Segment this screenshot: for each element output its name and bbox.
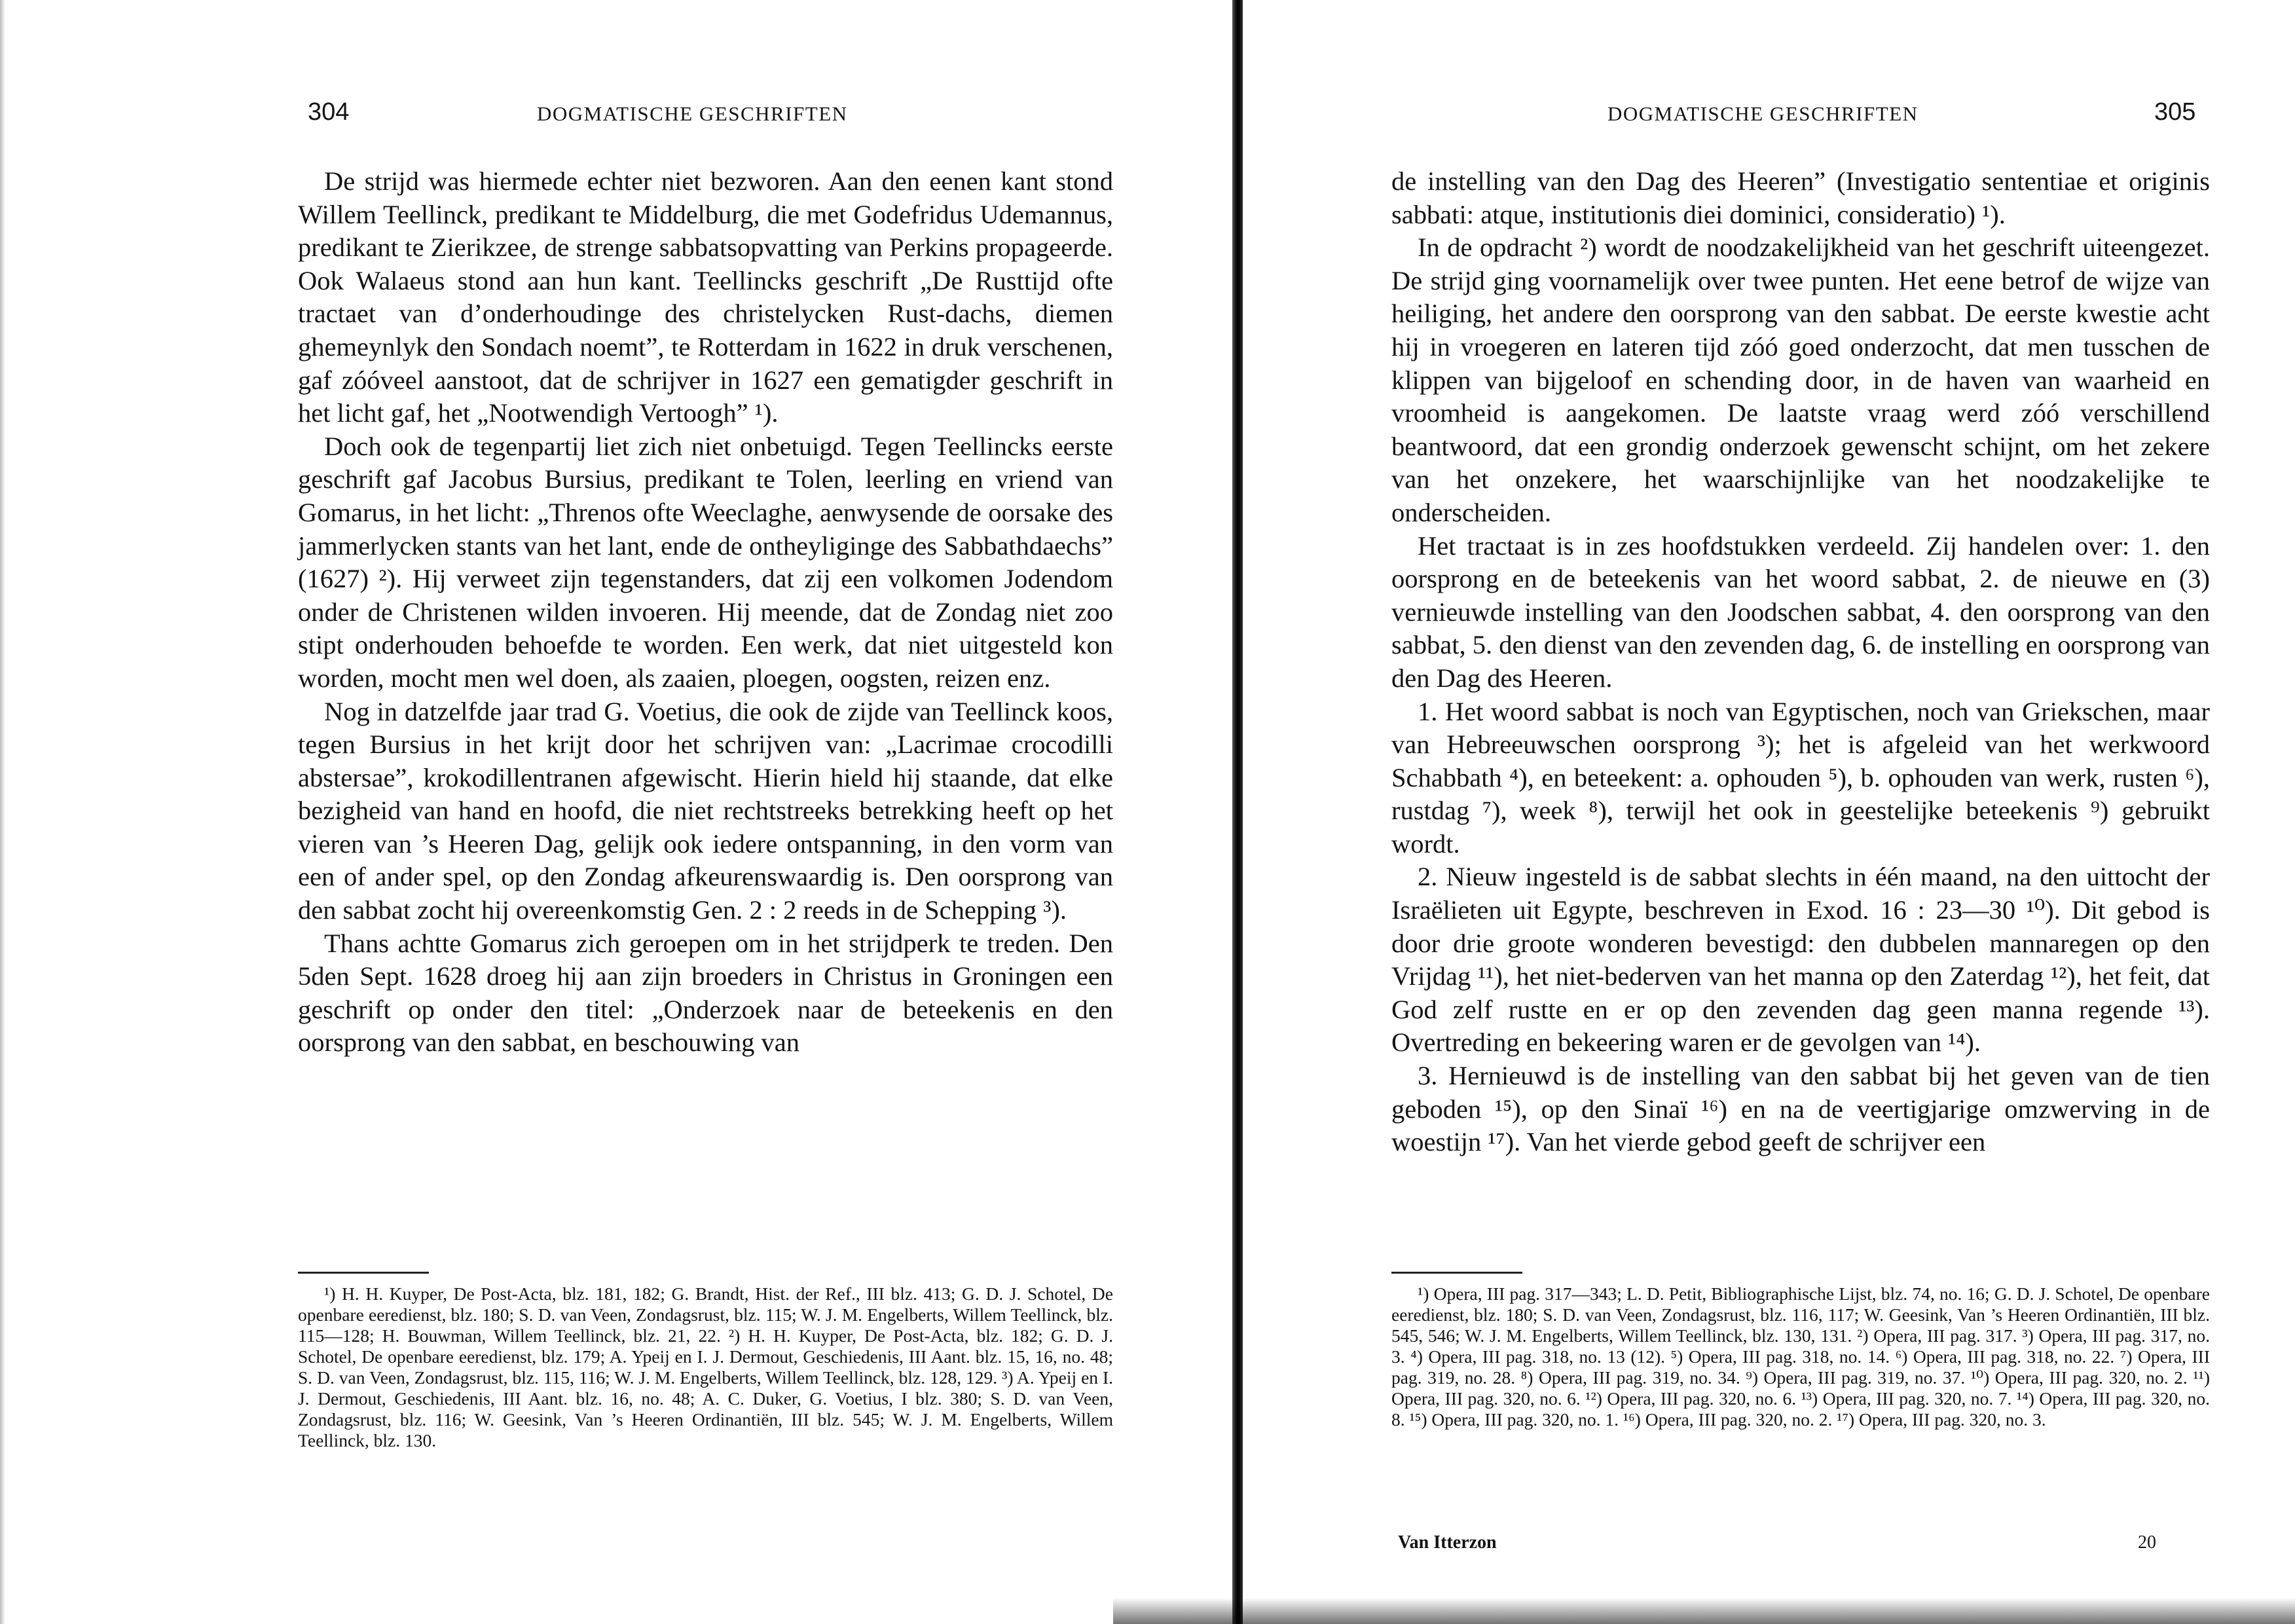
left-paragraph: Nog in datzelfde jaar trad G. Voetius, die ook de zijde van Teellinck koos, tegen Bursius in het krijt door het schrijven van: „Lacrimae crocodilli abstersae”, krokodillentranen afgewischt. Hierin hield hij staande, dat elke bezigheid van hand en hoofd, die niet rechtstreeks betrekking heeft op het vieren van ’s Heeren Dag, gelijk ook iedere ontspanning, in den vorm van een of ander spel, op den Zondag afkeurenswaardig is. Den oorsprong van den sabbat zocht hij overeenkomstig Gen. 2 : 2 reeds in de Schepping ³).	[298, 696, 1113, 925]
printer-signature: Van Itterzon	[1398, 1532, 1497, 1553]
right-paragraph: In de opdracht ²) wordt de noodzakelijkheid van het geschrift uiteengezet. De strijd ging voornamelijk over twee punten. Het eene betrof de wijze van heiliging, het andere den oorsprong van den sabbat. De eerste kwestie acht hij in vroegeren en lateren tijd zóó goed onderzocht, dat men tusschen de klippen van bijgeloof en schending door, in de haven van waarheid en vroomheid is aangekomen. De laatste vraag werd zóó verschillend beantwoord, dat een grondig onderzoek gewenscht schijnt, om het zekere van het onzekere, het waarschijnlijke van het noodzakelijke te onderscheiden.	[1391, 232, 2210, 527]
left-running-head: DOGMATISCHE GESCHRIFTEN	[537, 102, 848, 125]
scan-bottom-shadow	[1113, 1598, 2295, 1624]
right-paragraph: Het tractaat is in zes hoofdstukken verdeeld. Zij handelen over: 1. den oorsprong en de beteekenis van het woord sabbat, 2. de nieuwe en (3) vernieuwde instelling van den Joodschen sabbat, 4. den oorsprong van den sabbat, 5. den dienst van den zevenden dag, 6. de instelling en oorsprong van den Dag des Heeren.	[1391, 530, 2210, 693]
right-paragraph: de instelling van den Dag des Heeren” (Investigatio sententiae et originis sabbati: atque, institutionis diei dominici, consideratio) ¹).	[1391, 166, 2210, 229]
left-paragraph: Thans achtte Gomarus zich geroepen om in het strijdperk te treden. Den 5den Sept. 1628 droeg hij aan zijn broeders in Christus in Groningen een geschrift op onder den titel: „Onderzoek naar de beteekenis en den oorsprong van den sabbat, en beschouwing van	[298, 928, 1113, 1058]
right-paragraph: 3. Hernieuwd is de instelling van den sabbat bij het geven van de tien geboden ¹⁵), op den Sinaï ¹⁶) en na de veertigjarige omzwerving in de woestijn ¹⁷). Van het vierde gebod geeft de schrijver een	[1391, 1061, 2210, 1157]
left-body-text	[298, 165, 1113, 1060]
left-footnote-rule	[298, 1272, 429, 1274]
right-body-text	[1391, 165, 2210, 1159]
right-paragraph: 1. Het woord sabbat is noch van Egyptischen, noch van Griekschen, maar van Hebreeuwschen oorsprong ³); het is afgeleid van het werkwoord Schabbath ⁴), en beteekent: a. ophouden ⁵), b. ophouden van werk, rusten ⁶), rustdag ⁷), week ⁸), terwijl het ook in geestelijke beteekenis ⁹) gebruikt wordt.	[1391, 696, 2210, 858]
left-paragraph: Doch ook de tegenpartij liet zich niet onbetuigd. Tegen Teellincks eerste geschrift gaf Jacobus Bursius, predikant te Tolen, leerling en vriend van Gomarus, in het licht: „Threnos ofte Weeclaghe, aenwysende de oorsake des jammerlycken stants van het lant, ende de ontheyliginge des Sabbathdaechs” (1627) ²). Hij verweet zijn tegenstanders, dat zij een volkomen Jodendom onder de Christenen wilden invoeren. Hij meende, dat de Zondag niet zoo stipt onderhouden behoefde te worden. Een werk, dat niet uitgesteld kon worden, mocht men wel doen, als zaaien, ploegen, oogsten, reizen enz.	[298, 431, 1113, 693]
right-footnote-rule	[1391, 1272, 1522, 1274]
left-page-number: 304	[308, 98, 350, 126]
book-gutter	[1232, 0, 1243, 1624]
left-footnote-text: ¹) H. H. Kuyper, De Post-Acta, blz. 181, 182; G. Brandt, Hist. der Ref., III blz. 413; G. D. J. Schotel, De openbare eeredienst, blz. 180; S. D. van Veen, Zondagsrust, blz. 115; W. J. M. Engelberts, Willem Teellinck, blz. 115—128; H. Bouwman, Willem Teellinck, blz. 21, 22. ²) H. H. Kuyper, De Post-Acta, blz. 182; G. D. J. Schotel, De openbare eeredienst, blz. 179; A. Ypeij en I. J. Dermout, Geschiedenis, III Aant. blz. 15, 16, no. 48; S. D. van Veen, Zondagsrust, blz. 115, 116; W. J. M. Engelberts, Willem Teellinck, blz. 128, 129. ³) A. Ypeij en I. J. Dermout, Geschiedenis, III Aant. blz. 16, no. 48; A. C. Duker, G. Voetius, I blz. 380; S. D. van Veen, Zondagsrust, blz. 116; W. Geesink, Van ’s Heeren Ordinantiën, III blz. 545; W. J. M. Engelberts, Willem Teellinck, blz. 130.	[298, 1283, 1113, 1450]
signature-mark: 20	[2138, 1532, 2156, 1553]
right-page-number: 305	[2154, 98, 2196, 126]
left-footnotes	[298, 1283, 1113, 1451]
left-paragraph: De strijd was hiermede echter niet bezworen. Aan den eenen kant stond Willem Teellinck, predikant te Middelburg, die met Godefridus Udemannus, predikant te Zierikzee, de strenge sabbatsopvatting van Perkins propageerde. Ook Walaeus stond aan hun kant. Teellincks geschrift „De Rusttijd ofte tractaet van d’onderhoudinge des christelycken Rust-dachs, diemen ghemeynlyk den Sondach noemt”, te Rotterdam in 1622 in druk verschenen, gaf zóóveel aanstoot, dat de schrijver in 1627 een gematigder geschrift in het licht gaf, het „Nootwendigh Vertoogh” ¹).	[298, 166, 1113, 428]
right-running-head: DOGMATISCHE GESCHRIFTEN	[1607, 102, 1919, 125]
right-paragraph: 2. Nieuw ingesteld is de sabbat slechts in één maand, na den uittocht der Israëlieten uit Egypte, beschreven in Exod. 16 : 23—30 ¹⁰). Dit gebod is door drie groote wonderen bevestigd: den dubbelen mannaregen op den Vrijdag ¹¹), het niet-bederven van het manna op den Zaterdag ¹²), het feit, dat God zelf rustte en er op den zevenden dag geen manna regende ¹³). Overtreding en bekeering waren er de gevolgen van ¹⁴).	[1391, 862, 2210, 1058]
right-page	[1244, 0, 2295, 1624]
right-footnotes	[1391, 1283, 2210, 1430]
right-footnote-text: ¹) Opera, III pag. 317—343; L. D. Petit, Bibliographische Lijst, blz. 74, no. 16; G. D. J. Schotel, De openbare eeredienst, blz. 180; S. D. van Veen, Zondagsrust, blz. 116, 117; W. Geesink, Van ’s Heeren Ordinantiën, III blz. 545, 546; W. J. M. Engelberts, Willem Teellinck, blz. 130, 131. ²) Opera, III pag. 317. ³) Opera, III pag. 317, no. 3. ⁴) Opera, III pag. 318, no. 13 (12). ⁵) Opera, III pag. 318, no. 14. ⁶) Opera, III pag. 318, no. 22. ⁷) Opera, III pag. 319, no. 28. ⁸) Opera, III pag. 319, no. 34. ⁹) Opera, III pag. 319, no. 37. ¹⁰) Opera, III pag. 320, no. 2. ¹¹) Opera, III pag. 320, no. 6. ¹²) Opera, III pag. 320, no. 6. ¹³) Opera, III pag. 320, no. 7. ¹⁴) Opera, III pag. 320, no. 8. ¹⁵) Opera, III pag. 320, no. 1. ¹⁶) Opera, III pag. 320, no. 2. ¹⁷) Opera, III pag. 320, no. 3.	[1391, 1283, 2210, 1430]
